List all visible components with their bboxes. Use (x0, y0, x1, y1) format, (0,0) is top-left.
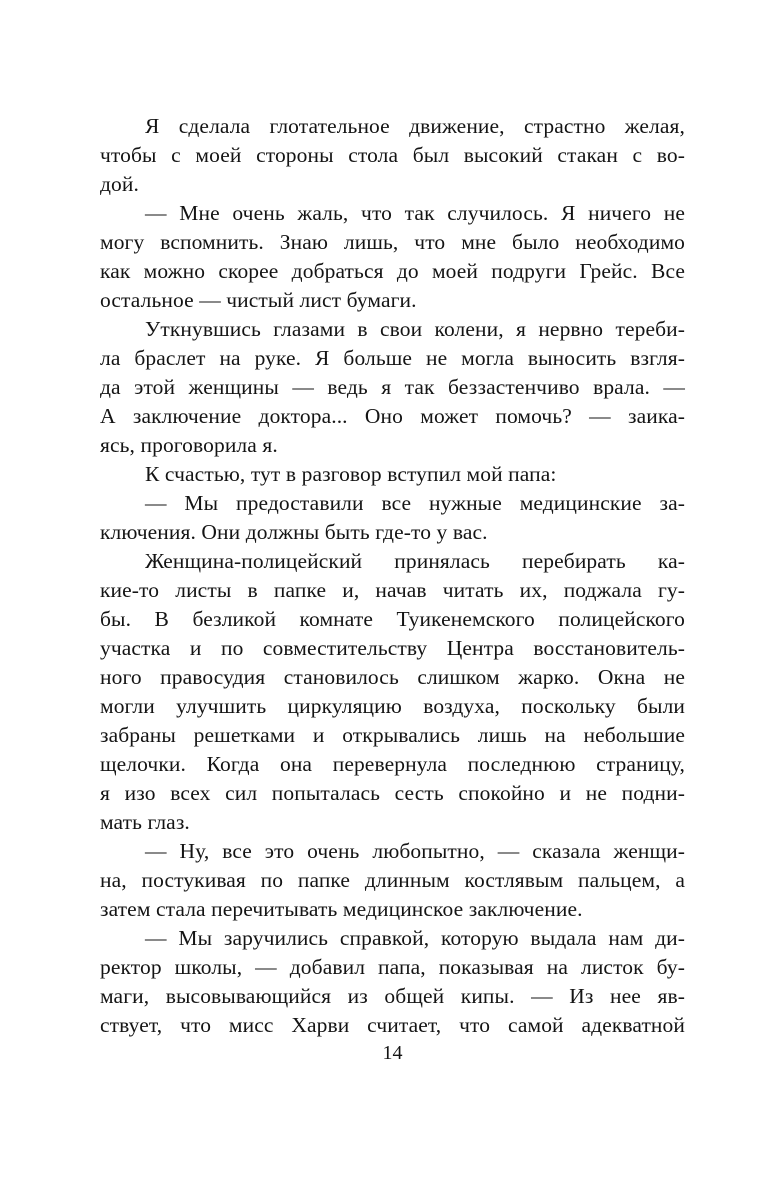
body-text (100, 112, 685, 1040)
text-line: остальное — чистый лист бумаги. (100, 288, 417, 312)
text-line: — Ну, все это очень любопытно, — сказала женщи- (145, 839, 685, 863)
text-line: участка и по совместительству Центра восстановитель- (100, 636, 685, 660)
page-number: 14 (382, 1042, 403, 1064)
text-line: на, постукивая по папке длинным костлявым пальцем, а (100, 868, 685, 892)
text-line: ного правосудия становилось слишком жарко. Окна не (100, 665, 685, 689)
text-line: забраны решетками и открывались лишь на небольшие (100, 723, 685, 747)
text-line: могу вспомнить. Знаю лишь, что мне было необходимо (100, 230, 685, 254)
text-line: К счастью, тут в разговор вступил мой папа: (145, 462, 557, 486)
text-line: Женщина-полицейский принялась перебирать ка- (145, 549, 685, 573)
text-line: затем стала перечитывать медицинское заключение. (100, 897, 583, 921)
text-line: чтобы с моей стороны стола был высокий стакан с во- (100, 143, 685, 167)
text-line: ясь, проговорила я. (100, 433, 278, 457)
text-line: — Мы заручились справкой, которую выдала нам ди- (145, 926, 685, 950)
text-line: щелочки. Когда она перевернула последнюю страницу, (100, 752, 685, 776)
text-line: дой. (100, 172, 139, 196)
text-line: Уткнувшись глазами в свои колени, я нервно тереби- (145, 317, 685, 341)
text-line: кие-то листы в папке и, начав читать их, поджала гу- (100, 578, 685, 602)
text-line: ректор школы, — добавил папа, показывая на листок бу- (100, 955, 685, 979)
text-line: бы. В безликой комнате Туикенемского полицейского (100, 607, 685, 631)
text-line: ключения. Они должны быть где-то у вас. (100, 520, 488, 544)
text-line: могли улучшить циркуляцию воздуха, поскольку были (100, 694, 685, 718)
text-line: Я сделала глотательное движение, страстно желая, (145, 114, 685, 138)
text-line: ствует, что мисс Харви считает, что самой адекватной (100, 1013, 685, 1037)
text-line: — Мне очень жаль, что так случилось. Я ничего не (145, 201, 685, 225)
text-line: да этой женщины — ведь я так беззастенчиво врала. — (100, 375, 685, 399)
text-line: как можно скорее добраться до моей подруги Грейс. Все (100, 259, 685, 283)
text-line: маги, высовывающийся из общей кипы. — Из нее яв- (100, 984, 685, 1008)
text-line: — Мы предоставили все нужные медицинские за- (145, 491, 685, 515)
text-line: ла браслет на руке. Я больше не могла выносить взгля- (100, 346, 685, 370)
text-line: А заключение доктора... Оно может помочь? — заика- (100, 404, 685, 428)
text-line: мать глаз. (100, 810, 190, 834)
text-line: я изо всех сил попыталась сесть спокойно и не подни- (100, 781, 685, 805)
